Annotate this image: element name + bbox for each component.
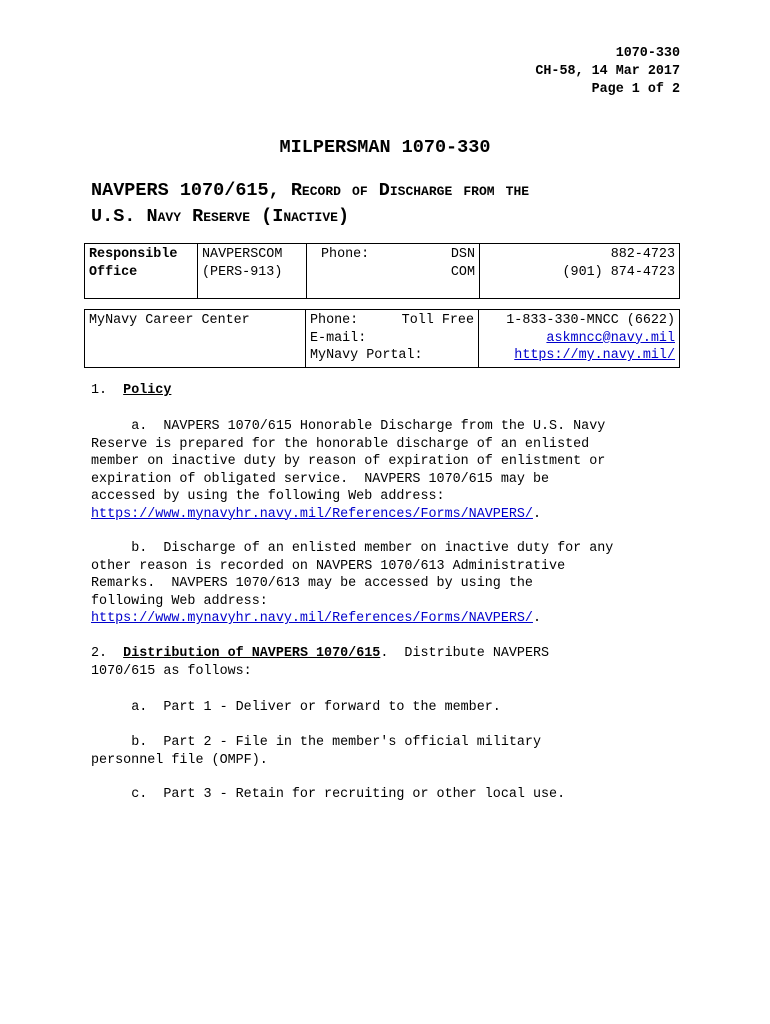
responsible-office-org: NAVPERSCOM (PERS-913) [198,244,307,299]
dsn-number: 882-4723 [610,247,675,262]
career-center-values [479,310,680,368]
phone-type-cell: Phone: DSN COM [307,244,480,299]
subtitle-line-1: NAVPERS 1070/615, Record of Discharge from the [91,180,530,201]
career-center-labels: Phone: Toll Free E-mail: MyNavy Portal: [306,310,479,368]
section-1b: b. Discharge of an enlisted member on inactive duty for any other reason is recorded on NAVPERS 1070/613 Administrative Remarks. NAVPERS 1070/613 may be accessed by using the following Web address: https://www.mynavyhr.navy.mil/References/Forms/NAVPERS/. [91,541,614,626]
navpers-forms-link-2[interactable]: https://www.mynavyhr.navy.mil/References/Forms/NAVPERS/ [91,611,533,626]
document-header [535,45,680,99]
portal-link[interactable]: https://my.navy.mil/ [514,348,675,363]
page-title: MILPERSMAN 1070-330 [279,137,491,158]
career-center-table [84,309,680,368]
page-subtitle [91,178,691,230]
section-2b: b. Part 2 - File in the member's official military personnel file (OMPF). [91,735,542,768]
email-link[interactable]: askmncc@navy.mil [546,330,675,346]
career-center-name: MyNavy Career Center [85,310,306,368]
change-date: CH-58, 14 Mar 2017 [535,64,680,79]
responsible-office-label: Responsible Office [85,244,198,299]
responsible-office-table [84,243,680,299]
page-number: Page 1 of 2 [591,82,680,97]
section-2-heading: 2. Distribution of NAVPERS 1070/615. Distribute NAVPERS 1070/615 as follows: [91,646,550,679]
phone-number-cell [480,244,680,299]
section-2a: a. Part 1 - Deliver or forward to the member. [91,700,501,715]
doc-number: 1070-330 [615,46,680,61]
navpers-forms-link-1[interactable]: https://www.mynavyhr.navy.mil/References/Forms/NAVPERS/ [91,506,533,522]
com-number: (901) 874-4723 [562,264,675,280]
subtitle-line-2: U.S. Navy Reserve (Inactive) [91,206,350,227]
toll-free-number: 1-833-330-MNCC (6622) [506,313,675,328]
section-1-heading: 1. Policy [91,383,172,398]
section-1a: a. NAVPERS 1070/615 Honorable Discharge from the U.S. Navy Reserve is prepared for the honorable discharge of an enlisted member on inactive duty by reason of expiration of enlistment or expiration of obligated service. NAVPERS 1070/615 may be accessed by using the following Web address: https://www.mynavyhr.navy.mil/References/Forms/NAVPERS/. [91,419,606,522]
section-2c: c. Part 3 - Retain for recruiting or other local use. [91,787,566,802]
